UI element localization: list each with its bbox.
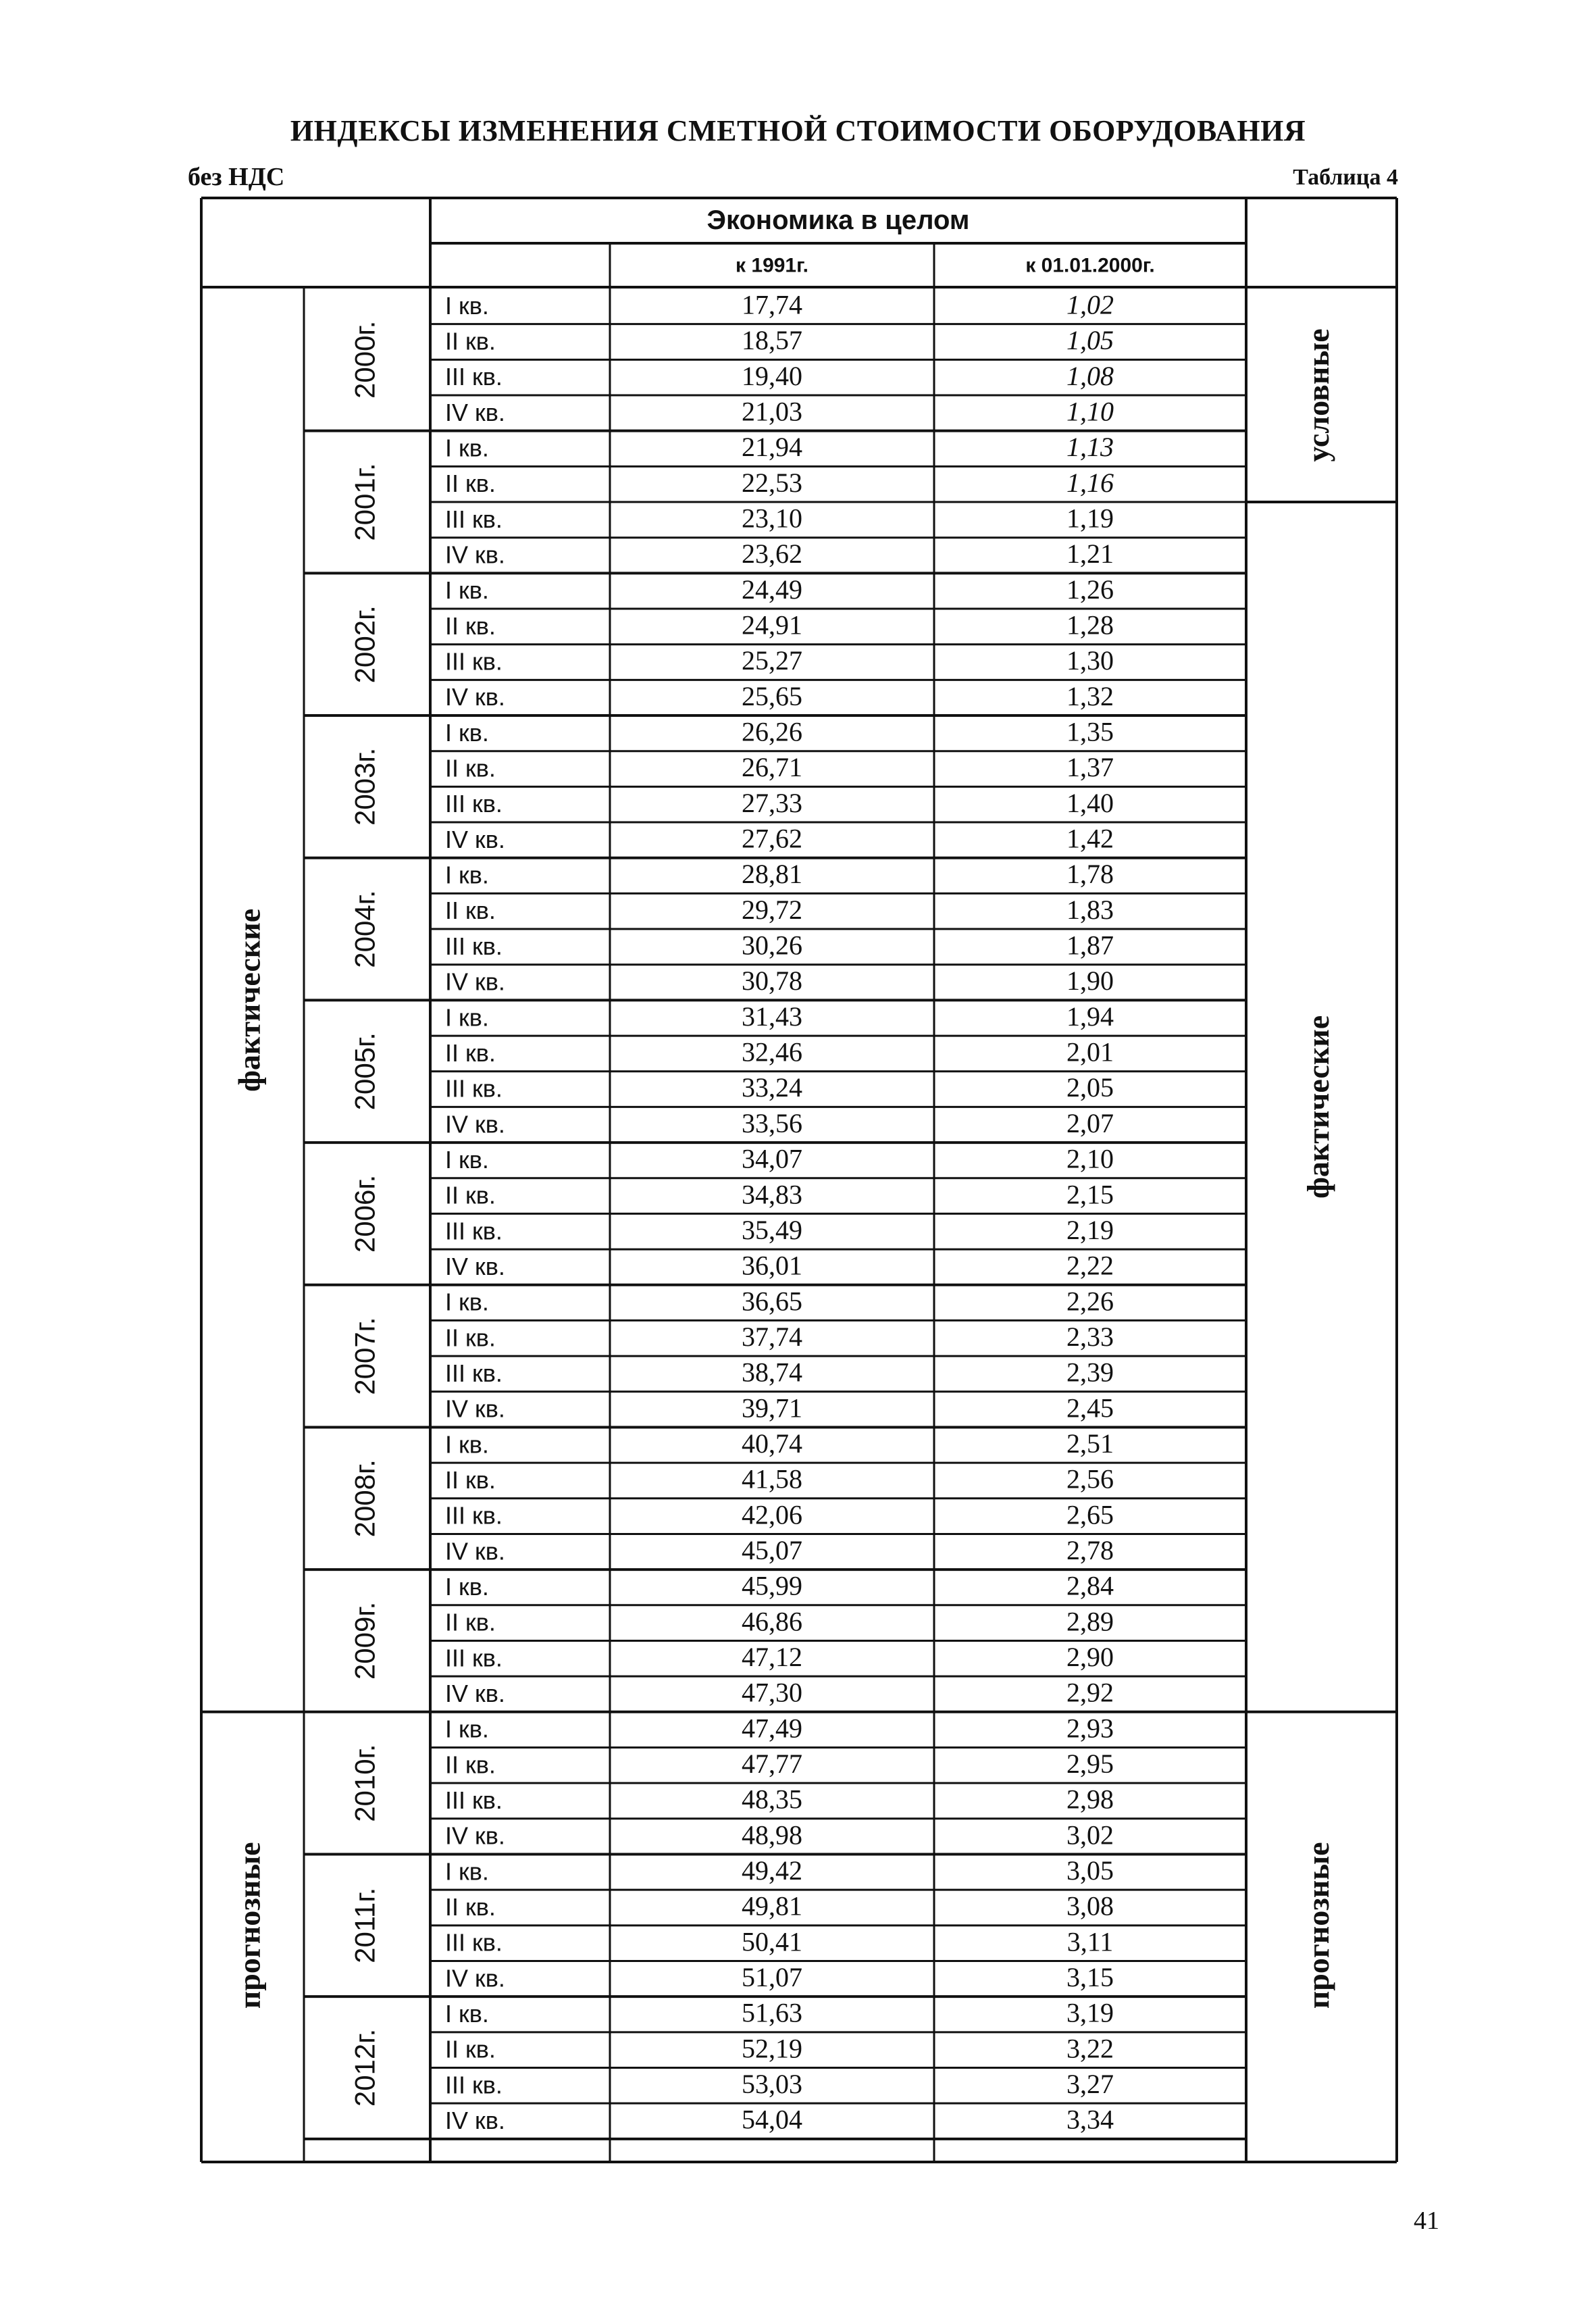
index-2000-value: 2,45 xyxy=(1066,1392,1114,1424)
index-1991-value: 40,74 xyxy=(742,1428,802,1459)
right-category-label: условные xyxy=(1301,328,1336,462)
index-1991-value: 41,58 xyxy=(742,1463,802,1494)
index-2000-value: 1,37 xyxy=(1066,752,1114,783)
quarter-label: II кв. xyxy=(445,2035,496,2063)
quarter-label: I кв. xyxy=(445,434,489,462)
quarter-label: III кв. xyxy=(445,1217,503,1245)
index-2000-value: 1,90 xyxy=(1066,965,1114,997)
index-2000-value: 3,34 xyxy=(1066,2104,1114,2135)
quarter-label: III кв. xyxy=(445,932,503,960)
index-1991-value: 28,81 xyxy=(742,859,802,890)
index-1991-value: 30,26 xyxy=(742,930,802,961)
year-label: 2008г. xyxy=(349,1459,381,1538)
index-1991-value: 45,07 xyxy=(742,1534,802,1565)
index-1991-value: 26,26 xyxy=(742,716,802,747)
index-2000-value: 1,21 xyxy=(1066,538,1114,570)
index-1991-value: 53,03 xyxy=(742,2069,802,2100)
quarter-label: IV кв. xyxy=(445,2107,505,2135)
col-1991-header: к 1991г. xyxy=(736,254,808,277)
index-1991-value: 19,40 xyxy=(742,360,802,391)
index-2000-value: 3,11 xyxy=(1066,1926,1114,1957)
quarter-label: I кв. xyxy=(445,1288,489,1316)
index-2000-value: 2,39 xyxy=(1066,1357,1114,1388)
index-1991-value: 50,41 xyxy=(742,1926,802,1957)
table-label: Таблица 4 xyxy=(1293,165,1398,190)
year-label: 2007г. xyxy=(349,1317,381,1395)
index-2000-value: 1,78 xyxy=(1066,859,1114,890)
index-2000-value: 1,05 xyxy=(1066,325,1114,356)
index-2000-value: 2,90 xyxy=(1066,1641,1114,1672)
year-label: 2002г. xyxy=(349,605,381,684)
quarter-label: I кв. xyxy=(445,1715,489,1743)
index-1991-value: 23,62 xyxy=(742,538,802,570)
index-1991-value: 49,81 xyxy=(742,1890,802,1921)
index-1991-value: 24,49 xyxy=(742,574,802,605)
quarter-label: IV кв. xyxy=(445,1679,505,1707)
index-1991-value: 47,12 xyxy=(742,1641,802,1672)
index-1991-value: 17,74 xyxy=(742,289,802,320)
page-number: 41 xyxy=(1414,2207,1439,2235)
quarter-label: IV кв. xyxy=(445,1110,505,1138)
index-1991-value: 52,19 xyxy=(742,2033,802,2064)
quarter-label: IV кв. xyxy=(445,967,505,996)
index-2000-value: 1,16 xyxy=(1066,467,1114,498)
quarter-label: II кв. xyxy=(445,1608,496,1636)
quarter-label: III кв. xyxy=(445,1501,503,1530)
index-2000-value: 1,40 xyxy=(1066,787,1114,818)
quarter-label: IV кв. xyxy=(445,825,505,853)
index-1991-value: 51,63 xyxy=(742,1997,802,2028)
index-1991-value: 27,33 xyxy=(742,787,802,818)
index-1991-value: 33,56 xyxy=(742,1107,802,1138)
quarter-label: IV кв. xyxy=(445,1964,505,1992)
index-1991-value: 37,74 xyxy=(742,1321,802,1352)
quarter-label: III кв. xyxy=(445,505,503,533)
year-label: 2005г. xyxy=(349,1032,381,1111)
quarter-label: IV кв. xyxy=(445,398,505,426)
quarter-label: I кв. xyxy=(445,1430,489,1459)
index-2000-value: 2,10 xyxy=(1066,1143,1114,1174)
index-2000-value: 2,51 xyxy=(1066,1428,1114,1459)
quarter-label: I кв. xyxy=(445,1003,489,1032)
quarter-label: III кв. xyxy=(445,1074,503,1103)
vat-note: без НДС xyxy=(188,163,285,191)
index-2000-value: 2,19 xyxy=(1066,1214,1114,1245)
index-1991-value: 54,04 xyxy=(742,2104,802,2135)
index-2000-value: 2,78 xyxy=(1066,1534,1114,1565)
quarter-label: II кв. xyxy=(445,1038,496,1067)
quarter-label: II кв. xyxy=(445,1324,496,1352)
index-2000-value: 1,83 xyxy=(1066,894,1114,925)
index-1991-value: 48,98 xyxy=(742,1819,802,1851)
quarter-label: II кв. xyxy=(445,1181,496,1209)
year-label: 2006г. xyxy=(349,1174,381,1253)
page-title: ИНДЕКСЫ ИЗМЕНЕНИЯ СМЕТНОЙ СТОИМОСТИ ОБОРУДОВАНИЯ xyxy=(290,114,1306,147)
index-1991-value: 29,72 xyxy=(742,894,802,925)
index-2000-value: 2,95 xyxy=(1066,1748,1114,1779)
quarter-label: II кв. xyxy=(445,611,496,640)
index-2000-value: 2,84 xyxy=(1066,1570,1114,1601)
index-1991-value: 33,24 xyxy=(742,1072,802,1103)
index-2000-value: 1,28 xyxy=(1066,609,1114,640)
index-2000-value: 2,01 xyxy=(1066,1036,1114,1067)
index-2000-value: 2,65 xyxy=(1066,1499,1114,1530)
index-1991-value: 23,10 xyxy=(742,503,802,534)
left-category-label: прогнозные xyxy=(232,1842,267,2009)
quarter-label: IV кв. xyxy=(445,1821,505,1850)
index-1991-value: 34,83 xyxy=(742,1179,802,1210)
index-2000-value: 1,32 xyxy=(1066,680,1114,711)
year-label: 2011г. xyxy=(349,1887,381,1963)
index-2000-value: 3,08 xyxy=(1066,1890,1114,1921)
quarter-label: I кв. xyxy=(445,1572,489,1601)
quarter-label: II кв. xyxy=(445,1751,496,1779)
quarter-label: II кв. xyxy=(445,470,496,498)
index-2000-value: 2,33 xyxy=(1066,1321,1114,1352)
quarter-label: III кв. xyxy=(445,790,503,818)
index-1991-value: 47,77 xyxy=(742,1748,802,1779)
quarter-label: III кв. xyxy=(445,1928,503,1957)
quarter-label: II кв. xyxy=(445,327,496,355)
quarter-label: III кв. xyxy=(445,1359,503,1387)
quarter-label: I кв. xyxy=(445,576,489,605)
year-label: 2010г. xyxy=(349,1744,381,1822)
index-2000-value: 2,93 xyxy=(1066,1713,1114,1744)
index-2000-value: 2,22 xyxy=(1066,1250,1114,1281)
index-1991-value: 25,65 xyxy=(742,680,802,711)
index-2000-value: 1,19 xyxy=(1066,503,1114,534)
quarter-label: III кв. xyxy=(445,647,503,676)
index-2000-value: 2,15 xyxy=(1066,1179,1114,1210)
index-2000-value: 1,30 xyxy=(1066,645,1114,676)
quarter-label: II кв. xyxy=(445,754,496,782)
year-label: 2009г. xyxy=(349,1601,381,1680)
index-2000-value: 3,22 xyxy=(1066,2033,1114,2064)
index-1991-value: 34,07 xyxy=(742,1143,802,1174)
index-1991-value: 46,86 xyxy=(742,1606,802,1637)
index-2000-value: 1,42 xyxy=(1066,823,1114,854)
quarter-label: IV кв. xyxy=(445,1252,505,1280)
index-1991-value: 24,91 xyxy=(742,609,802,640)
index-1991-value: 38,74 xyxy=(742,1357,802,1388)
index-2000-value: 2,26 xyxy=(1066,1286,1114,1317)
index-1991-value: 26,71 xyxy=(742,752,802,783)
index-2000-value: 2,92 xyxy=(1066,1677,1114,1708)
year-label: 2000г. xyxy=(349,320,381,399)
index-2000-value: 1,02 xyxy=(1066,289,1114,320)
index-2000-value: 2,98 xyxy=(1066,1784,1114,1815)
quarter-label: IV кв. xyxy=(445,683,505,711)
index-2000-value: 1,26 xyxy=(1066,574,1114,605)
index-1991-value: 48,35 xyxy=(742,1784,802,1815)
year-label: 2012г. xyxy=(349,2028,381,2107)
index-2000-value: 1,10 xyxy=(1066,396,1114,427)
left-category-label: фактические xyxy=(232,908,267,1092)
quarter-label: II кв. xyxy=(445,897,496,925)
quarter-label: II кв. xyxy=(445,1893,496,1921)
quarter-label: IV кв. xyxy=(445,1394,505,1423)
quarter-label: III кв. xyxy=(445,2071,503,2099)
index-1991-value: 18,57 xyxy=(742,325,802,356)
index-2000-value: 3,05 xyxy=(1066,1855,1114,1886)
quarter-label: I кв. xyxy=(445,1145,489,1174)
index-2000-value: 2,89 xyxy=(1066,1606,1114,1637)
index-1991-value: 42,06 xyxy=(742,1499,802,1530)
index-1991-value: 35,49 xyxy=(742,1214,802,1245)
index-2000-value: 1,13 xyxy=(1066,432,1114,463)
index-1991-value: 25,27 xyxy=(742,645,802,676)
index-1991-value: 32,46 xyxy=(742,1036,802,1067)
quarter-label: III кв. xyxy=(445,363,503,391)
index-1991-value: 31,43 xyxy=(742,1001,802,1032)
index-1991-value: 49,42 xyxy=(742,1855,802,1886)
quarter-label: III кв. xyxy=(445,1644,503,1672)
index-2000-value: 1,94 xyxy=(1066,1001,1114,1032)
quarter-label: I кв. xyxy=(445,1857,489,1886)
index-1991-value: 21,94 xyxy=(742,432,802,463)
index-1991-value: 22,53 xyxy=(742,467,802,498)
year-label: 2003г. xyxy=(349,747,381,826)
index-2000-value: 3,02 xyxy=(1066,1819,1114,1851)
index-2000-value: 1,08 xyxy=(1066,360,1114,391)
quarter-label: IV кв. xyxy=(445,1537,505,1565)
index-1991-value: 36,65 xyxy=(742,1286,802,1317)
quarter-label: III кв. xyxy=(445,1786,503,1814)
header-group-label: Экономика в целом xyxy=(706,205,970,236)
year-label: 2004г. xyxy=(349,890,381,968)
index-1991-value: 39,71 xyxy=(742,1392,802,1424)
right-category-label: прогнозные xyxy=(1301,1842,1336,2009)
index-2000-value: 1,35 xyxy=(1066,716,1114,747)
index-2000-value: 2,56 xyxy=(1066,1463,1114,1494)
quarter-label: I кв. xyxy=(445,718,489,747)
col-2000-header: к 01.01.2000г. xyxy=(1025,254,1155,277)
index-2000-value: 2,05 xyxy=(1066,1072,1114,1103)
quarter-label: IV кв. xyxy=(445,540,505,569)
quarter-label: I кв. xyxy=(445,2000,489,2028)
index-2000-value: 3,27 xyxy=(1066,2069,1114,2100)
index-1991-value: 30,78 xyxy=(742,965,802,997)
index-1991-value: 36,01 xyxy=(742,1250,802,1281)
index-1991-value: 47,49 xyxy=(742,1713,802,1744)
quarter-label: II кв. xyxy=(445,1465,496,1494)
index-1991-value: 27,62 xyxy=(742,823,802,854)
index-2000-value: 3,19 xyxy=(1066,1997,1114,2028)
quarter-label: I кв. xyxy=(445,861,489,889)
year-label: 2001г. xyxy=(349,463,381,541)
index-1991-value: 47,30 xyxy=(742,1677,802,1708)
index-2000-value: 2,07 xyxy=(1066,1107,1114,1138)
quarter-label: I кв. xyxy=(445,291,489,320)
index-2000-value: 3,15 xyxy=(1066,1961,1114,1993)
index-2000-value: 1,87 xyxy=(1066,930,1114,961)
right-category-label: фактические xyxy=(1301,1015,1336,1199)
index-1991-value: 51,07 xyxy=(742,1961,802,1993)
index-1991-value: 45,99 xyxy=(742,1570,802,1601)
index-1991-value: 21,03 xyxy=(742,396,802,427)
